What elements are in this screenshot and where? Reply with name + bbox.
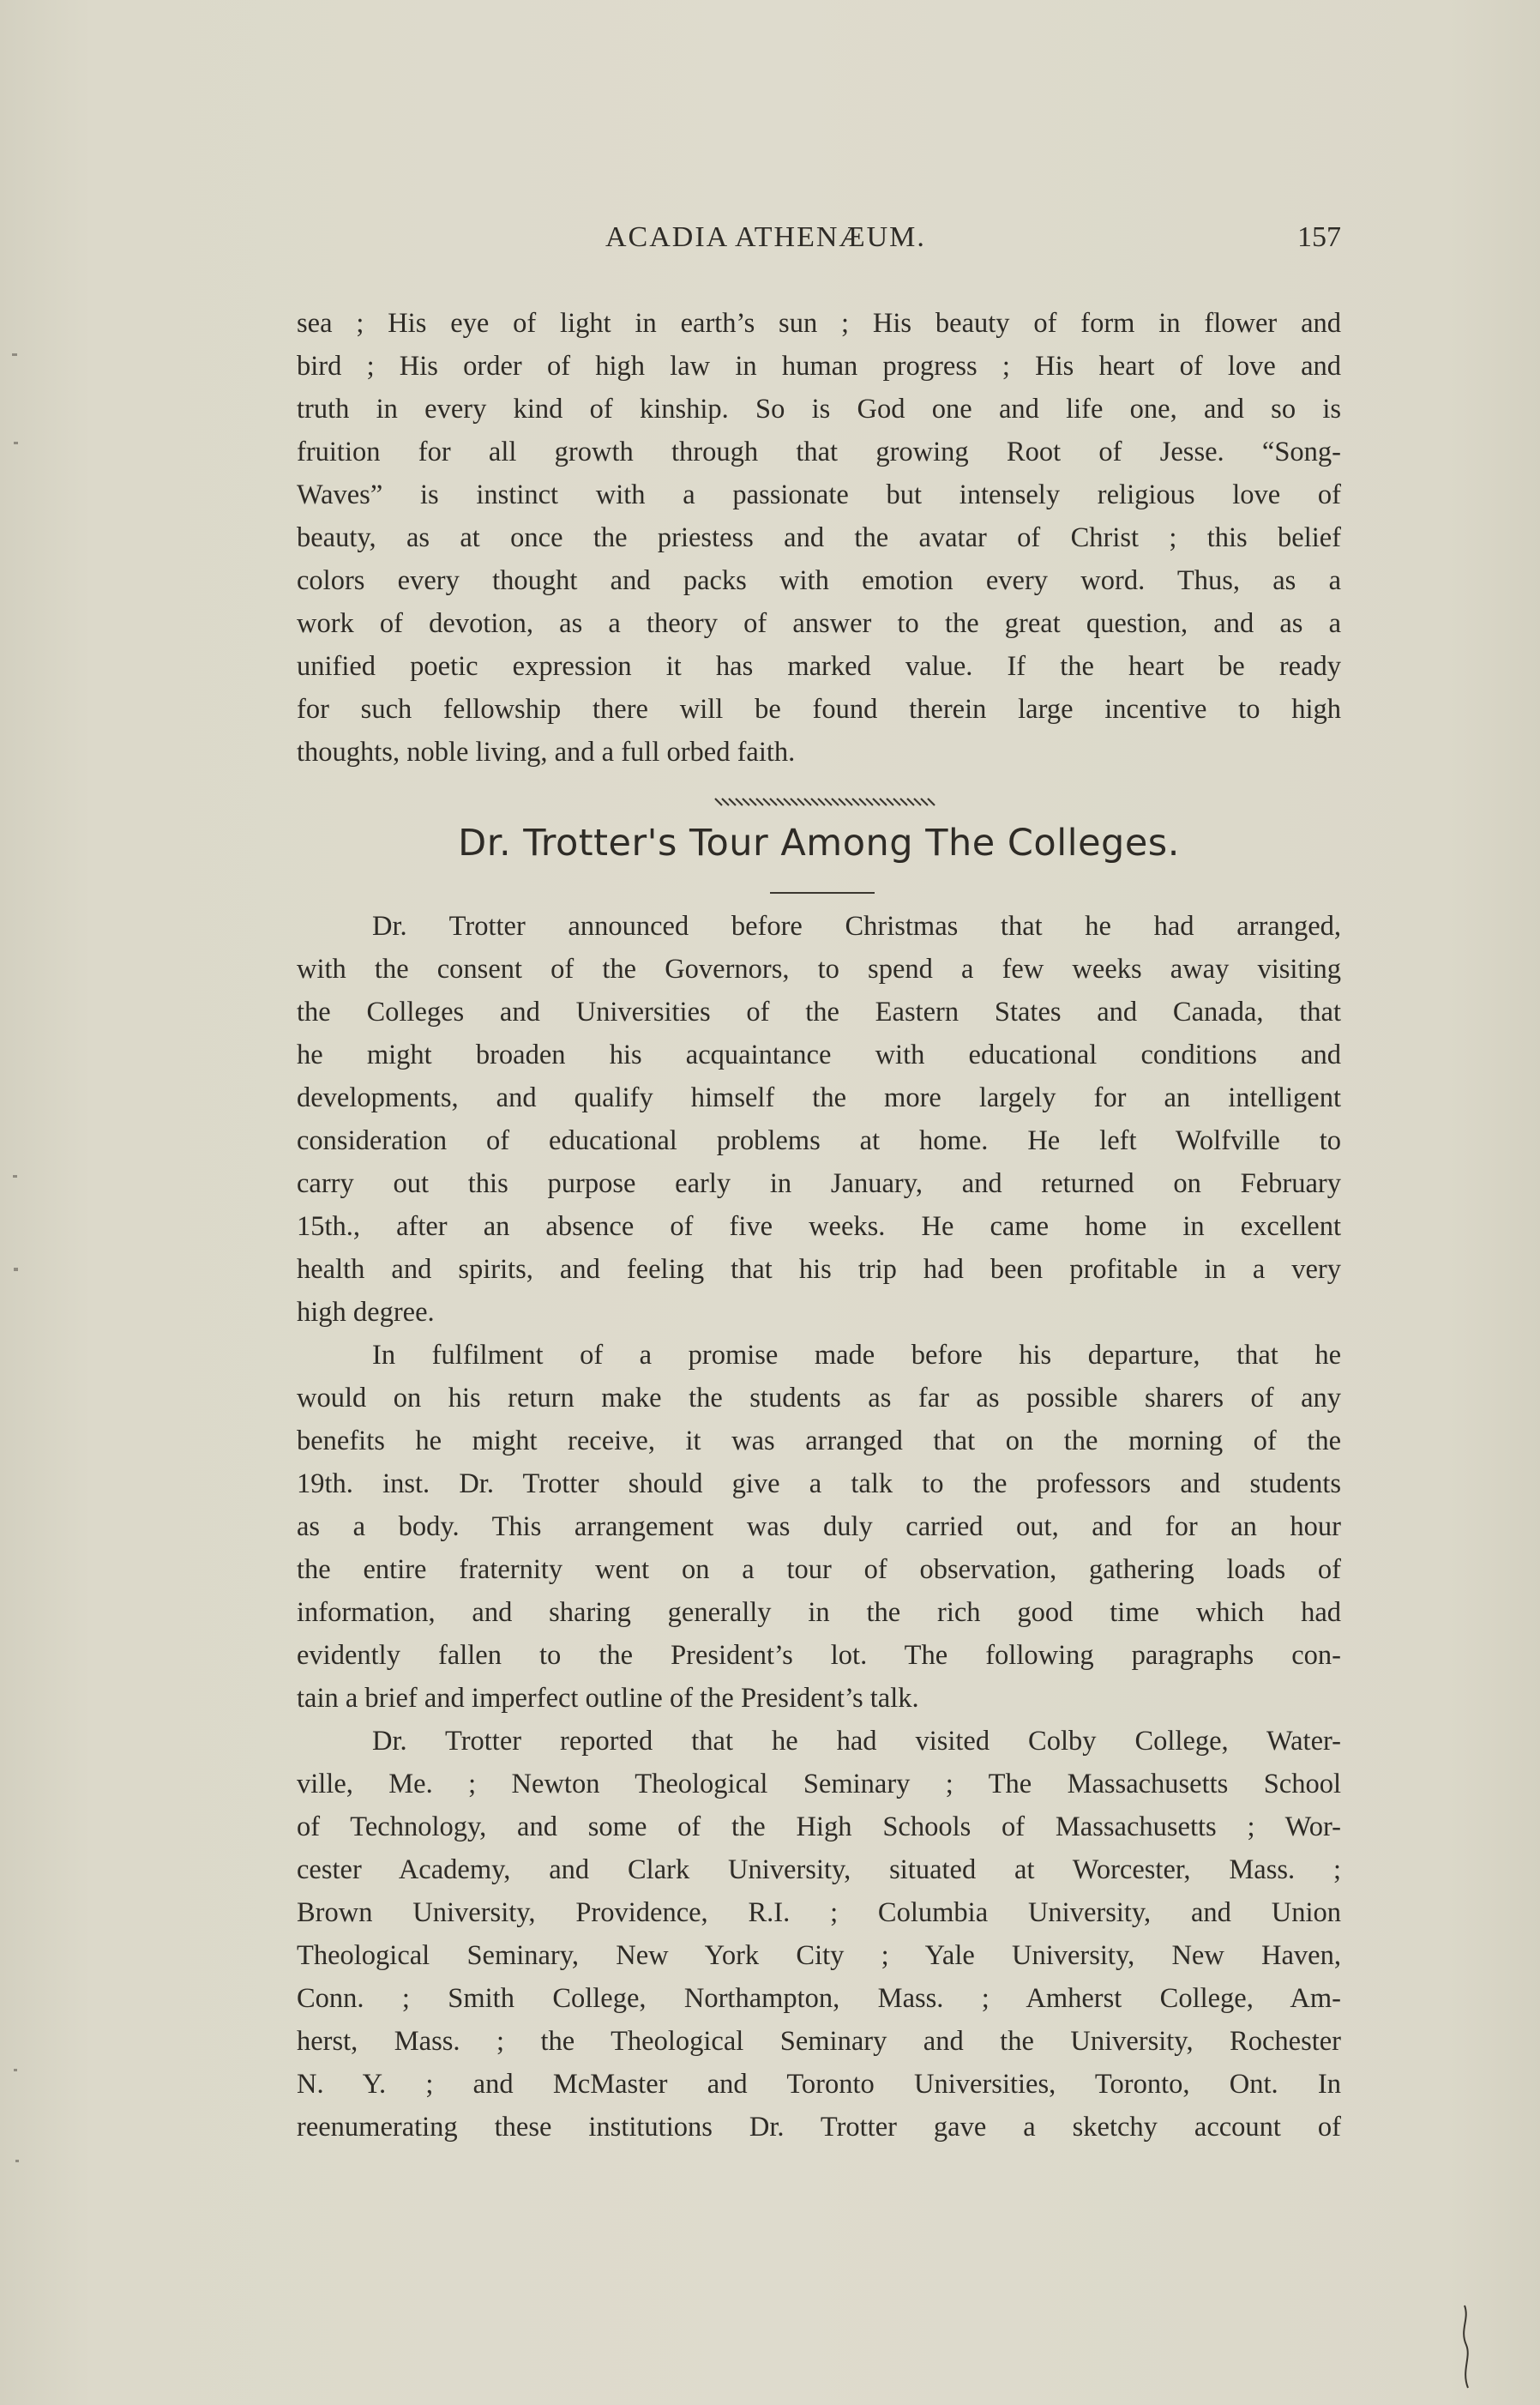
article-paragraph — [297, 905, 1341, 1334]
text-line: work of devotion, as a theory of answer to the great question, and as a — [297, 608, 1341, 639]
continued-review-text — [297, 302, 1341, 774]
page-number: 157 — [1297, 221, 1341, 253]
text-line: 15th., after an absence of five weeks. He came home in excellent — [297, 1211, 1341, 1242]
text-line: health and spirits, and feeling that his trip had been profitable in a very — [297, 1254, 1341, 1285]
margin-speck — [14, 442, 18, 444]
article-paragraph — [297, 1334, 1341, 1720]
margin-speck — [14, 1268, 18, 1271]
margin-speck — [12, 353, 17, 356]
margin-speck — [15, 2160, 19, 2162]
title-underline-rule — [770, 892, 875, 894]
text-line: high degree. — [297, 1297, 435, 1328]
text-line: sea ; His eye of light in earth’s sun ; His beauty of form in flower and — [297, 308, 1341, 339]
section-divider-ornament — [713, 796, 938, 808]
margin-speck — [13, 1175, 17, 1178]
text-line: In fulfilment of a promise made before his departure, that he — [372, 1340, 1341, 1371]
text-line: of Technology, and some of the High Schools of Massachusetts ; Wor- — [297, 1811, 1341, 1842]
journal-title: ACADIA ATHENÆUM. — [605, 221, 926, 253]
text-line: benefits he might receive, it was arranged that on the morning of the — [297, 1426, 1341, 1456]
text-line: herst, Mass. ; the Theological Seminary and the University, Rochester — [297, 2026, 1341, 2057]
text-line: he might broaden his acquaintance with educational conditions and — [297, 1040, 1341, 1070]
article-body — [297, 905, 1341, 2149]
text-line: Brown University, Providence, R.I. ; Columbia University, and Union — [297, 1897, 1341, 1928]
text-line: with the consent of the Governors, to spend a few weeks away visiting — [297, 954, 1341, 985]
text-line: Waves” is instinct with a passionate but intensely religious love of — [297, 479, 1341, 510]
text-line: Conn. ; Smith College, Northampton, Mass. ; Amherst College, Am- — [297, 1983, 1341, 2014]
text-line: developments, and qualify himself the more largely for an intelligent — [297, 1082, 1341, 1113]
text-line: truth in every kind of kinship. So is God one and life one, and so is — [297, 394, 1341, 425]
text-line: 19th. inst. Dr. Trotter should give a talk to the professors and students — [297, 1468, 1341, 1499]
running-header — [297, 221, 1341, 256]
article-title: Dr. Trotter's Tour Among The Colleges. — [458, 822, 1180, 865]
text-line: would on his return make the students as far as possible sharers of any — [297, 1383, 1341, 1413]
text-line: for such fellowship there will be found therein large incentive to high — [297, 694, 1341, 725]
text-line: fruition for all growth through that growing Root of Jesse. “Song- — [297, 437, 1341, 467]
text-line: as a body. This arrangement was duly carried out, and for an hour — [297, 1511, 1341, 1542]
text-line: Theological Seminary, New York City ; Yale University, New Haven, — [297, 1940, 1341, 1971]
text-line: thoughts, noble living, and a full orbed faith. — [297, 737, 796, 768]
text-line: ville, Me. ; Newton Theological Seminary ; The Massachusetts School — [297, 1769, 1341, 1799]
text-line: unified poetic expression it has marked value. If the heart be ready — [297, 651, 1341, 682]
text-line: bird ; His order of high law in human progress ; His heart of love and — [297, 351, 1341, 382]
text-line: reenumerating these institutions Dr. Trotter gave a sketchy account of — [297, 2112, 1341, 2143]
text-line: tain a brief and imperfect outline of the President’s talk. — [297, 1683, 919, 1714]
text-line: the Colleges and Universities of the Eastern States and Canada, that — [297, 997, 1341, 1028]
text-line: N. Y. ; and McMaster and Toronto Universities, Toronto, Ont. In — [297, 2069, 1341, 2100]
text-line: beauty, as at once the priestess and the avatar of Christ ; this belief — [297, 522, 1341, 553]
text-line: consideration of educational problems at home. He left Wolfville to — [297, 1125, 1341, 1156]
text-line: carry out this purpose early in January, and returned on February — [297, 1168, 1341, 1199]
text-line: evidently fallen to the President’s lot. The following paragraphs con- — [297, 1640, 1341, 1671]
margin-speck — [14, 2069, 17, 2071]
text-line: information, and sharing generally in the rich good time which had — [297, 1597, 1341, 1628]
text-line: Dr. Trotter announced before Christmas that he had arranged, — [372, 911, 1341, 942]
text-line: Dr. Trotter reported that he had visited Colby College, Water- — [372, 1726, 1341, 1757]
article-paragraph — [297, 1720, 1341, 2149]
text-line: cester Academy, and Clark University, situated at Worcester, Mass. ; — [297, 1854, 1341, 1885]
text-line: the entire fraternity went on a tour of observation, gathering loads of — [297, 1554, 1341, 1585]
text-line: colors every thought and packs with emotion every word. Thus, as a — [297, 565, 1341, 596]
margin-pencil-mark — [1458, 2304, 1475, 2390]
